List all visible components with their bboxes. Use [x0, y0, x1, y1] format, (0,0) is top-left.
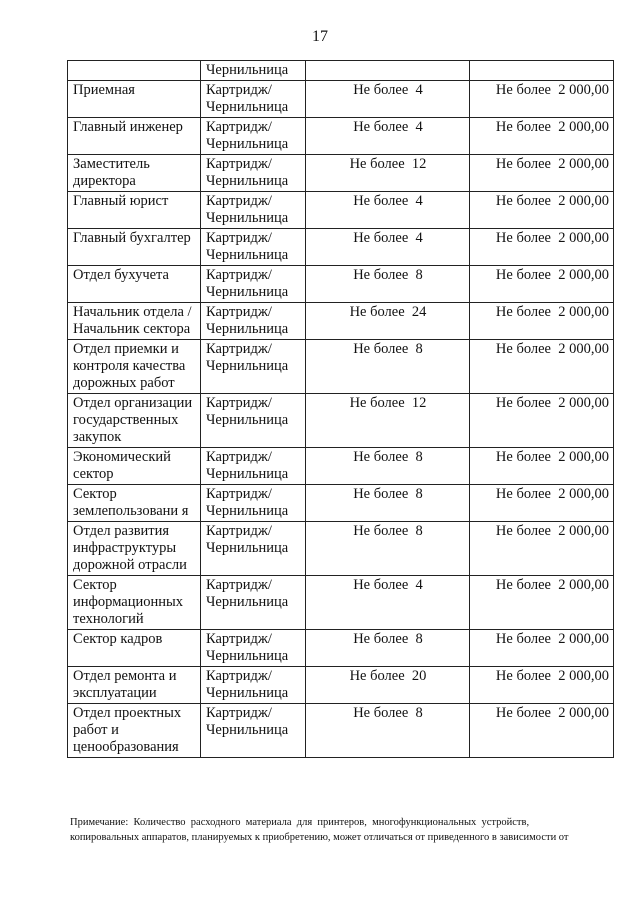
qty-cell: Не более 4 [306, 192, 470, 229]
price-cell: Не более 2 000,00 [470, 394, 614, 448]
item-cell: Картридж/ Чернильница [201, 192, 306, 229]
table-row [68, 394, 614, 448]
table-row-continued [68, 61, 614, 81]
page-number: 17 [312, 28, 328, 45]
price-cell [470, 61, 614, 81]
price-cell: Не более 2 000,00 [470, 303, 614, 340]
qty-cell: Не более 24 [306, 303, 470, 340]
price-cell: Не более 2 000,00 [470, 630, 614, 667]
item-cell: Картридж/ Чернильница [201, 81, 306, 118]
table-row [68, 303, 614, 340]
item-cell: Картридж/ Чернильница [201, 155, 306, 192]
qty-cell: Не более 8 [306, 340, 470, 394]
item-cell: Картридж/ Чернильница [201, 394, 306, 448]
price-cell: Не более 2 000,00 [470, 522, 614, 576]
table-row [68, 266, 614, 303]
item-cell: Картридж/ Чернильница [201, 667, 306, 704]
price-cell: Не более 2 000,00 [470, 576, 614, 630]
qty-cell: Не более 8 [306, 448, 470, 485]
qty-cell: Не более 12 [306, 394, 470, 448]
table-row [68, 118, 614, 155]
price-cell: Не более 2 000,00 [470, 485, 614, 522]
dept-cell: Экономический сектор [68, 448, 201, 485]
price-cell: Не более 2 000,00 [470, 266, 614, 303]
qty-cell: Не более 4 [306, 229, 470, 266]
price-cell: Не более 2 000,00 [470, 81, 614, 118]
qty-cell: Не более 4 [306, 118, 470, 155]
dept-cell: Отдел развития инфраструктуры дорожной отрасли [68, 522, 201, 576]
qty-cell: Не более 8 [306, 266, 470, 303]
dept-cell: Главный бухгалтер [68, 229, 201, 266]
item-cell: Картридж/ Чернильница [201, 704, 306, 758]
qty-cell: Не более 4 [306, 576, 470, 630]
dept-cell [68, 61, 201, 81]
footnote-line-1: Примечание: Количество расходного материала для принтеров, многофункциональных устройств, [70, 817, 530, 828]
item-cell: Картридж/ Чернильница [201, 340, 306, 394]
table-row [68, 630, 614, 667]
table-row [68, 485, 614, 522]
item-cell: Чернильница [201, 61, 306, 81]
dept-cell: Приемная [68, 81, 201, 118]
qty-cell: Не более 12 [306, 155, 470, 192]
dept-cell: Отдел организации государственных закупок [68, 394, 201, 448]
qty-cell: Не более 8 [306, 485, 470, 522]
footnote-line-2: копировальных аппаратов, планируемых к приобретению, может отличаться от приведенного в зависимости от [70, 832, 569, 843]
table-row [68, 81, 614, 118]
qty-cell: Не более 20 [306, 667, 470, 704]
item-cell: Картридж/ Чернильница [201, 448, 306, 485]
dept-cell: Сектор информационных технологий [68, 576, 201, 630]
price-cell: Не более 2 000,00 [470, 192, 614, 229]
item-cell: Картридж/ Чернильница [201, 303, 306, 340]
dept-cell: Начальник отдела / Начальник сектора [68, 303, 201, 340]
dept-cell: Сектор землепользовани я [68, 485, 201, 522]
dept-cell: Заместитель директора [68, 155, 201, 192]
item-cell: Картридж/ Чернильница [201, 522, 306, 576]
table-row [68, 667, 614, 704]
consumables-table [67, 60, 614, 758]
qty-cell [306, 61, 470, 81]
price-cell: Не более 2 000,00 [470, 229, 614, 266]
price-cell: Не более 2 000,00 [470, 118, 614, 155]
table-row [68, 704, 614, 758]
dept-cell: Отдел бухучета [68, 266, 201, 303]
dept-cell: Сектор кадров [68, 630, 201, 667]
price-cell: Не более 2 000,00 [470, 667, 614, 704]
item-cell: Картридж/ Чернильница [201, 229, 306, 266]
qty-cell: Не более 8 [306, 522, 470, 576]
price-cell: Не более 2 000,00 [470, 155, 614, 192]
item-cell: Картридж/ Чернильница [201, 266, 306, 303]
dept-cell: Главный юрист [68, 192, 201, 229]
qty-cell: Не более 8 [306, 630, 470, 667]
dept-cell: Отдел приемки и контроля качества дорожных работ [68, 340, 201, 394]
table-row [68, 522, 614, 576]
dept-cell: Отдел ремонта и эксплуатации [68, 667, 201, 704]
item-cell: Картридж/ Чернильница [201, 576, 306, 630]
qty-cell: Не более 4 [306, 81, 470, 118]
table-row [68, 576, 614, 630]
item-cell: Картридж/ Чернильница [201, 485, 306, 522]
table-row [68, 340, 614, 394]
dept-cell: Главный инженер [68, 118, 201, 155]
qty-cell: Не более 8 [306, 704, 470, 758]
item-cell: Картридж/ Чернильница [201, 630, 306, 667]
price-cell: Не более 2 000,00 [470, 448, 614, 485]
table-row [68, 229, 614, 266]
table-row [68, 155, 614, 192]
table-row [68, 192, 614, 229]
dept-cell: Отдел проектных работ и ценообразования [68, 704, 201, 758]
item-cell: Картридж/ Чернильница [201, 118, 306, 155]
footnote [70, 815, 610, 845]
price-cell: Не более 2 000,00 [470, 704, 614, 758]
table-row [68, 448, 614, 485]
price-cell: Не более 2 000,00 [470, 340, 614, 394]
